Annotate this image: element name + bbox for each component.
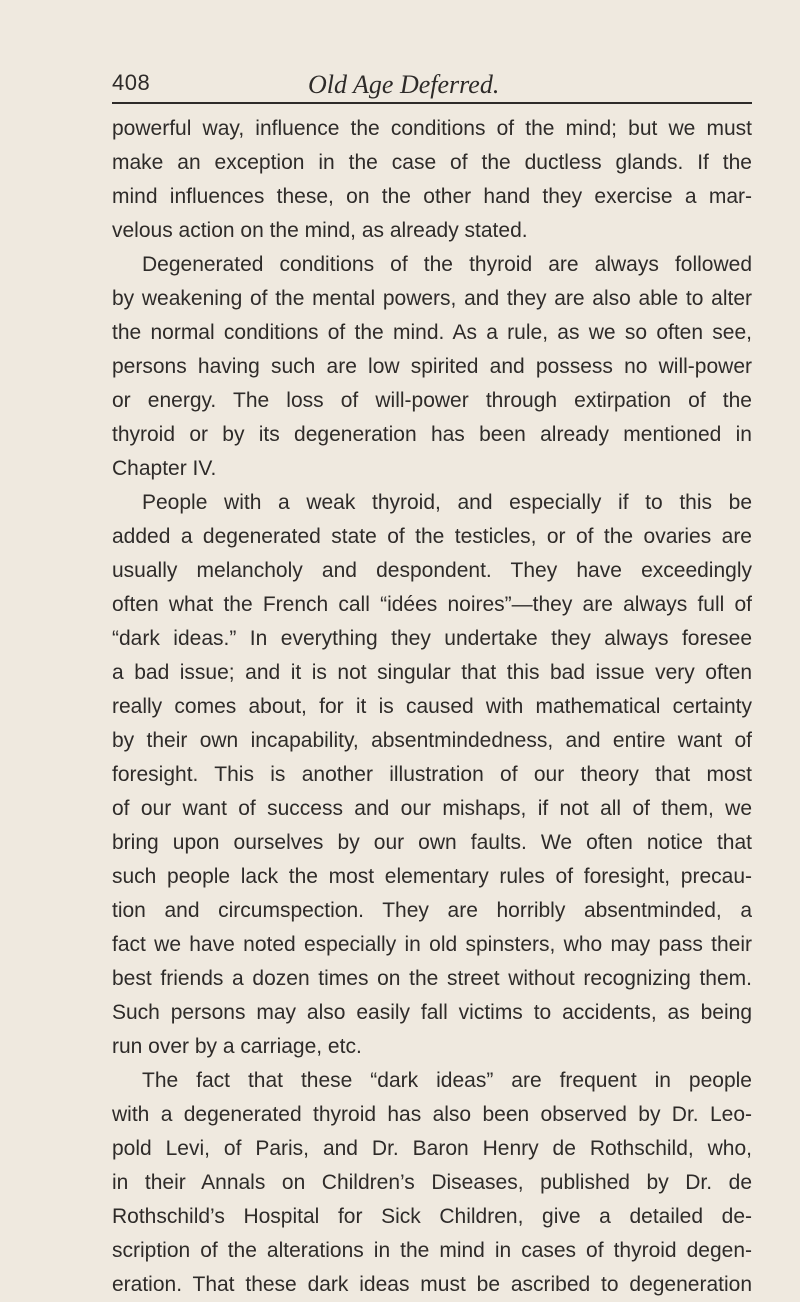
- text-line: or energy. The loss of will-power through extirpation of the: [112, 389, 752, 412]
- text-line: The fact that these “dark ideas” are frequent in people: [142, 1069, 752, 1092]
- running-head: [112, 70, 752, 110]
- text-line: thyroid or by its degeneration has been already mentioned in: [112, 423, 752, 446]
- text-line: the normal conditions of the mind. As a rule, as we so often see,: [112, 321, 752, 344]
- text-line: in their Annals on Children’s Diseases, published by Dr. de: [112, 1171, 752, 1194]
- text-line: Rothschild’s Hospital for Sick Children, give a detailed de-: [112, 1205, 752, 1228]
- text-line: velous action on the mind, as already stated.: [112, 219, 528, 242]
- text-line: mind influences these, on the other hand they exercise a mar-: [112, 185, 752, 208]
- text-line: often what the French call “idées noires”—they are always full of: [112, 593, 752, 616]
- text-line: by their own incapability, absentmindedness, and entire want of: [112, 729, 752, 752]
- text-line: “dark ideas.” In everything they undertake they always foresee: [112, 627, 752, 650]
- text-line: such people lack the most elementary rules of foresight, precau-: [112, 865, 752, 888]
- text-line: tion and circumspection. They are horribly absentminded, a: [112, 899, 752, 922]
- text-line: Chapter IV.: [112, 457, 217, 480]
- text-line: by weakening of the mental powers, and they are also able to alter: [112, 287, 752, 310]
- text-line: scription of the alterations in the mind in cases of thyroid degen-: [112, 1239, 752, 1262]
- text-line: eration. That these dark ideas must be ascribed to degeneration: [112, 1273, 752, 1296]
- text-line: Degenerated conditions of the thyroid are always followed: [142, 253, 752, 276]
- text-line: People with a weak thyroid, and especially if to this be: [142, 491, 752, 514]
- text-line: added a degenerated state of the testicles, or of the ovaries are: [112, 525, 752, 548]
- text-line: run over by a carriage, etc.: [112, 1035, 362, 1058]
- text-line: pold Levi, of Paris, and Dr. Baron Henry de Rothschild, who,: [112, 1137, 752, 1160]
- text-line: foresight. This is another illustration of our theory that most: [112, 763, 752, 786]
- text-line: fact we have noted especially in old spinsters, who may pass their: [112, 933, 752, 956]
- text-line: persons having such are low spirited and possess no will-power: [112, 355, 752, 378]
- text-line: usually melancholy and despondent. They have exceedingly: [112, 559, 752, 582]
- text-line: Such persons may also easily fall victims to accidents, as being: [112, 1001, 752, 1024]
- text-line: bring upon ourselves by our own faults. We often notice that: [112, 831, 752, 854]
- text-line: make an exception in the case of the ductless glands. If the: [112, 151, 752, 174]
- page-number: 408: [112, 70, 151, 95]
- body-text: [112, 112, 752, 1302]
- text-line: really comes about, for it is caused with mathematical certainty: [112, 695, 752, 718]
- text-line: best friends a dozen times on the street without recognizing them.: [112, 967, 752, 990]
- text-line: of our want of success and our mishaps, if not all of them, we: [112, 797, 752, 820]
- text-line: a bad issue; and it is not singular that this bad issue very often: [112, 661, 752, 684]
- text-line: with a degenerated thyroid has also been observed by Dr. Leo-: [112, 1103, 752, 1126]
- text-line: powerful way, influence the conditions of the mind; but we must: [112, 117, 752, 140]
- running-title: Old Age Deferred.: [308, 70, 500, 99]
- header-rule: [112, 102, 752, 104]
